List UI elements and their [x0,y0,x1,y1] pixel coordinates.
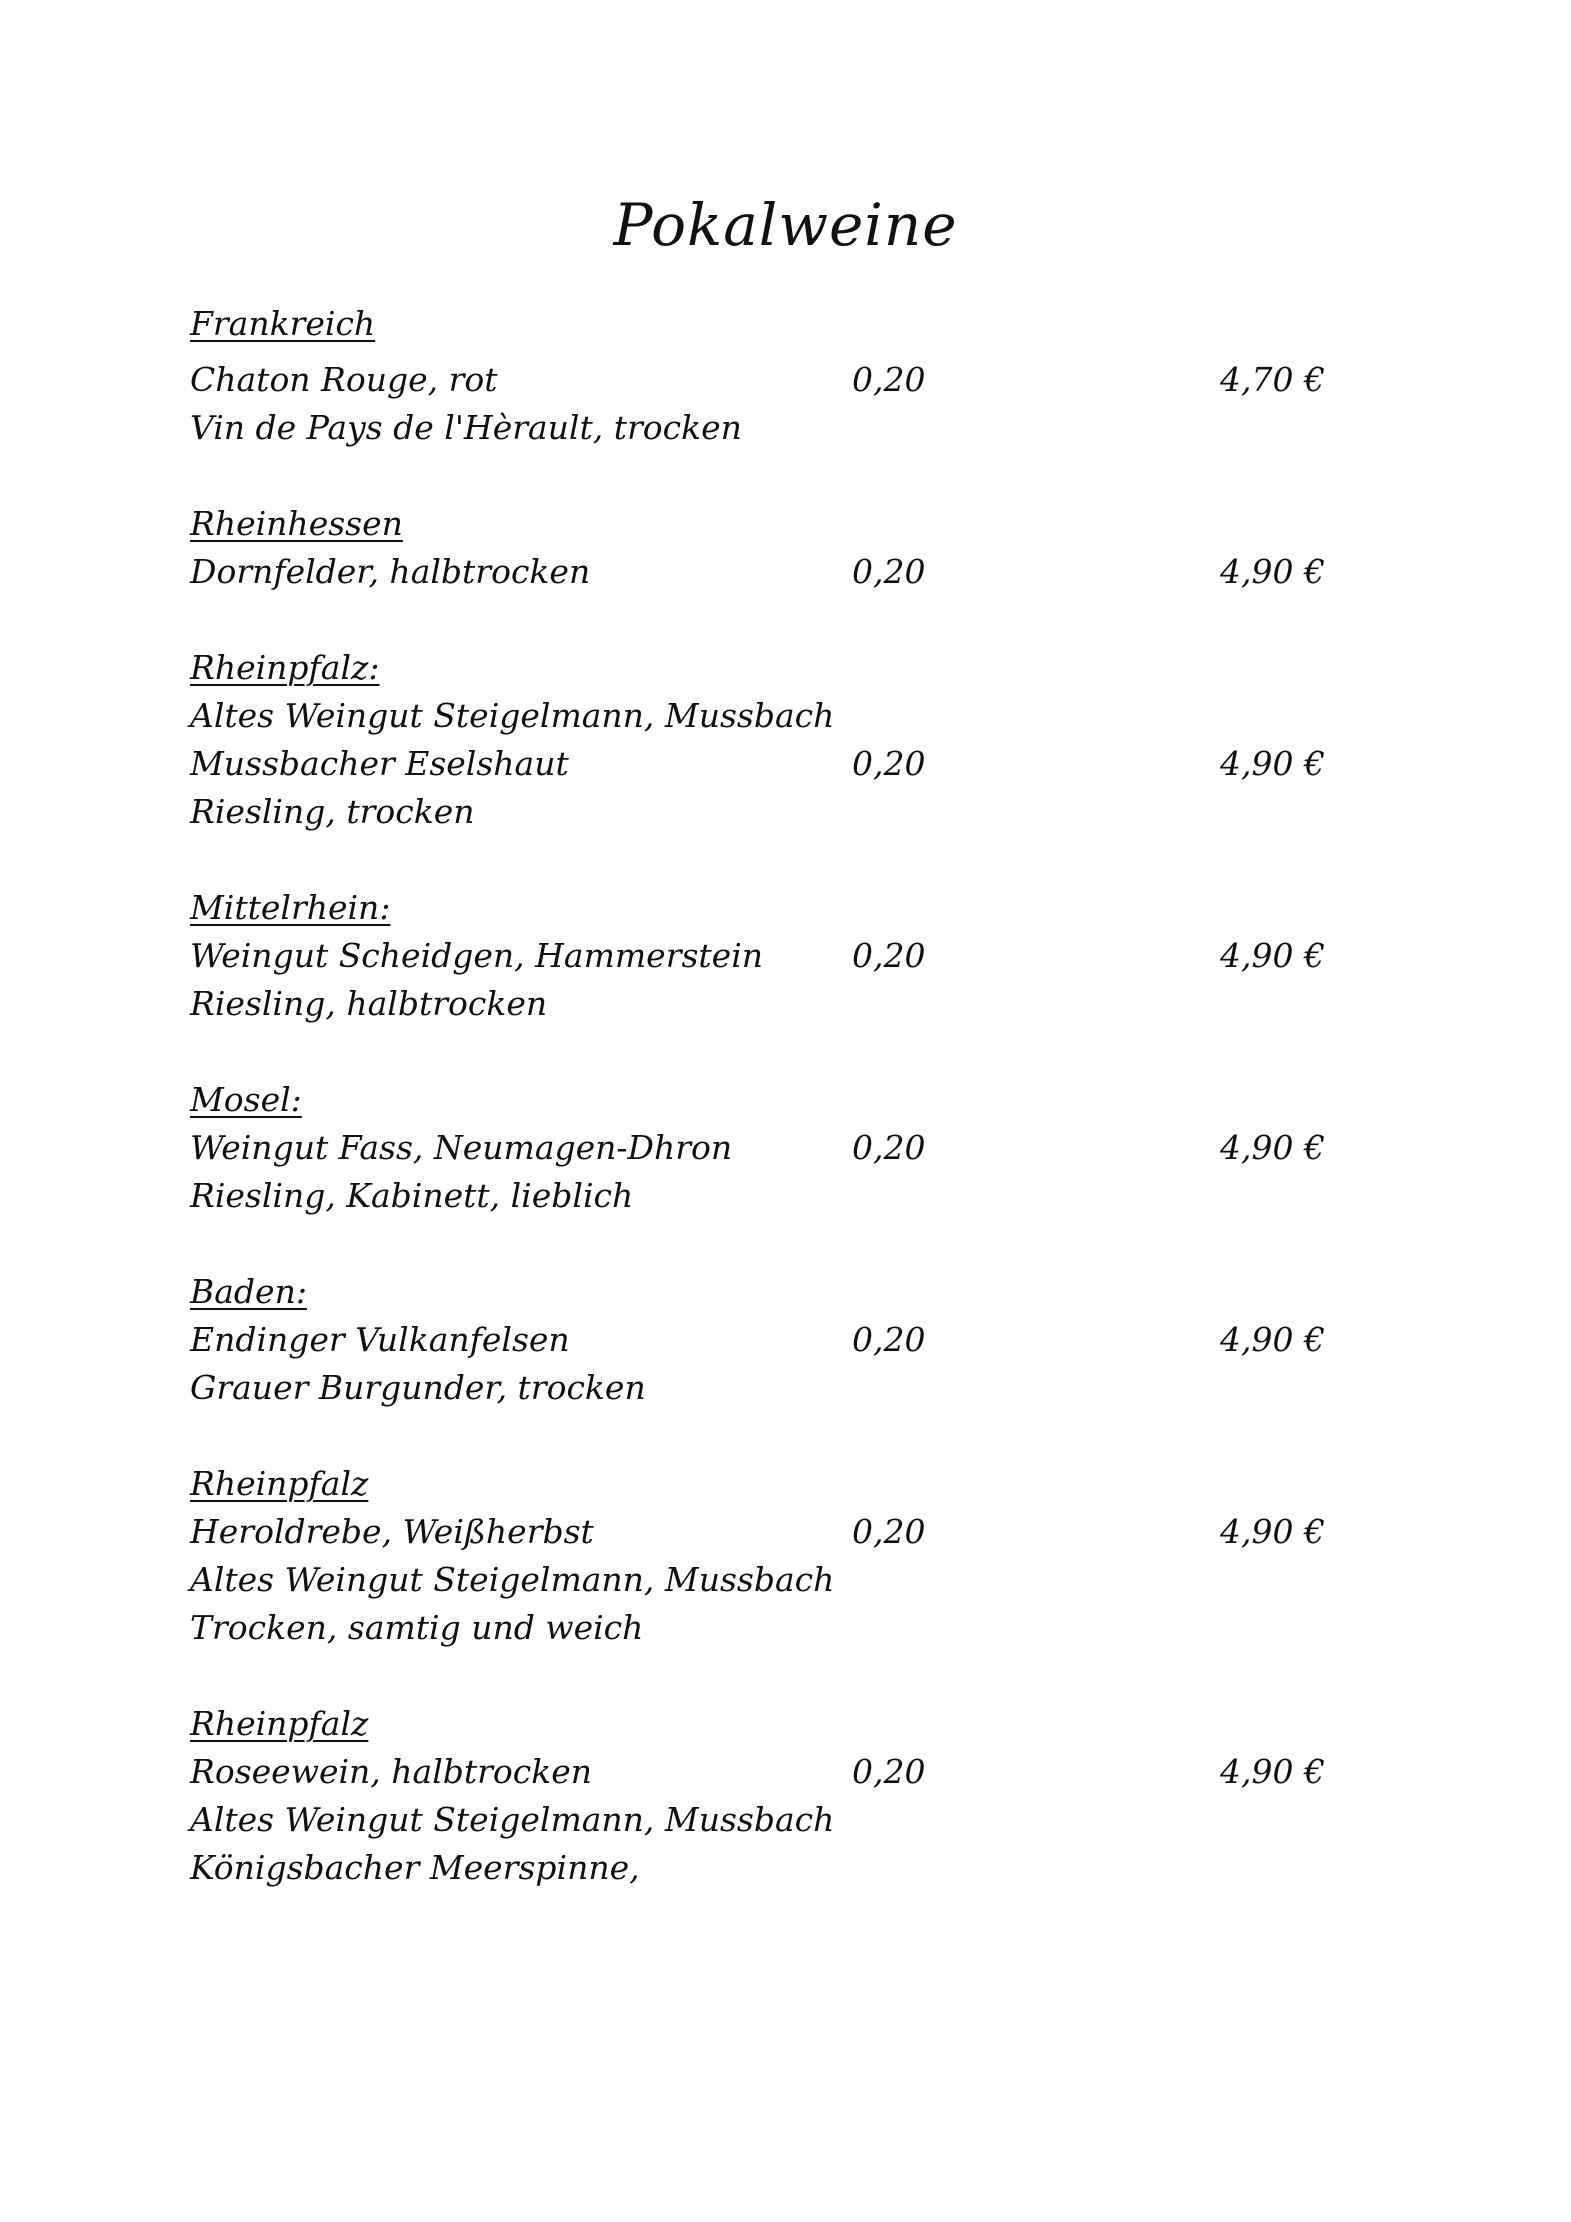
wine-line [190,1796,1370,1844]
wine-description: Weingut Fass, Neumagen-Dhron [190,1128,733,1167]
wine-description: Trocken, samtig und weich [190,1608,644,1647]
wine-volume: 0,20 [852,744,926,783]
menu-section [190,644,1370,836]
menu-section [190,500,1370,596]
wine-description: Altes Weingut Steigelmann, Mussbach [190,1560,835,1599]
menu-section [190,1700,1370,1892]
wine-line [190,932,1370,980]
wine-description: Mussbacher Eselshaut [190,744,569,783]
wine-price: 4,90 € [1220,1320,1325,1359]
wine-line [190,1508,1370,1556]
wine-line [190,404,1370,452]
wine-price: 4,90 € [1220,1128,1325,1167]
wine-description: Roseewein, halbtrocken [190,1752,593,1791]
wine-line [190,1364,1370,1412]
wine-description: Dornfelder, halbtrocken [190,552,591,591]
section-heading: Mosel: [190,1080,302,1119]
wine-description: Altes Weingut Steigelmann, Mussbach [190,696,835,735]
wine-menu [190,300,1370,1940]
wine-line [190,1748,1370,1796]
wine-line [190,740,1370,788]
wine-price: 4,90 € [1220,1752,1325,1791]
section-heading: Rheinhessen [190,504,403,543]
wine-volume: 0,20 [852,1752,926,1791]
wine-description: Weingut Scheidgen, Hammerstein [190,936,764,975]
wine-volume: 0,20 [852,552,926,591]
wine-description: Grauer Burgunder, trocken [190,1368,646,1407]
section-heading: Baden: [190,1272,307,1311]
wine-description: Vin de Pays de l'Hèrault, trocken [190,408,742,447]
wine-description: Riesling, Kabinett, lieblich [190,1176,634,1215]
wine-price: 4,90 € [1220,744,1325,783]
wine-line [190,980,1370,1028]
wine-description: Heroldrebe, Weißherbst [190,1512,594,1551]
wine-description: Riesling, trocken [190,792,475,831]
wine-description: Königsbacher Meerspinne, [190,1848,640,1887]
wine-line [190,1316,1370,1364]
wine-volume: 0,20 [852,1128,926,1167]
menu-section [190,300,1370,452]
wine-volume: 0,20 [852,1512,926,1551]
wine-line [190,1556,1370,1604]
wine-price: 4,70 € [1220,360,1325,399]
page-title: Pokalweine [613,191,958,259]
wine-line [190,356,1370,404]
wine-line [190,1604,1370,1652]
wine-volume: 0,20 [852,936,926,975]
wine-line [190,1124,1370,1172]
wine-price: 4,90 € [1220,552,1325,591]
wine-line [190,1172,1370,1220]
menu-section [190,1460,1370,1652]
section-heading: Rheinpfalz [190,1704,369,1743]
wine-line [190,1844,1370,1892]
section-heading: Frankreich [190,304,376,343]
wine-description: Endinger Vulkanfelsen [190,1320,570,1359]
wine-description: Chaton Rouge, rot [190,360,498,399]
wine-description: Riesling, halbtrocken [190,984,548,1023]
wine-price: 4,90 € [1220,1512,1325,1551]
wine-description: Altes Weingut Steigelmann, Mussbach [190,1800,835,1839]
menu-section [190,884,1370,1028]
menu-section [190,1268,1370,1412]
wine-line [190,692,1370,740]
section-heading: Rheinpfalz: [190,648,380,687]
menu-section [190,1076,1370,1220]
wine-price: 4,90 € [1220,936,1325,975]
section-heading: Mittelrhein: [190,888,391,927]
wine-volume: 0,20 [852,360,926,399]
section-heading: Rheinpfalz [190,1464,369,1503]
wine-line [190,788,1370,836]
wine-volume: 0,20 [852,1320,926,1359]
wine-line [190,548,1370,596]
